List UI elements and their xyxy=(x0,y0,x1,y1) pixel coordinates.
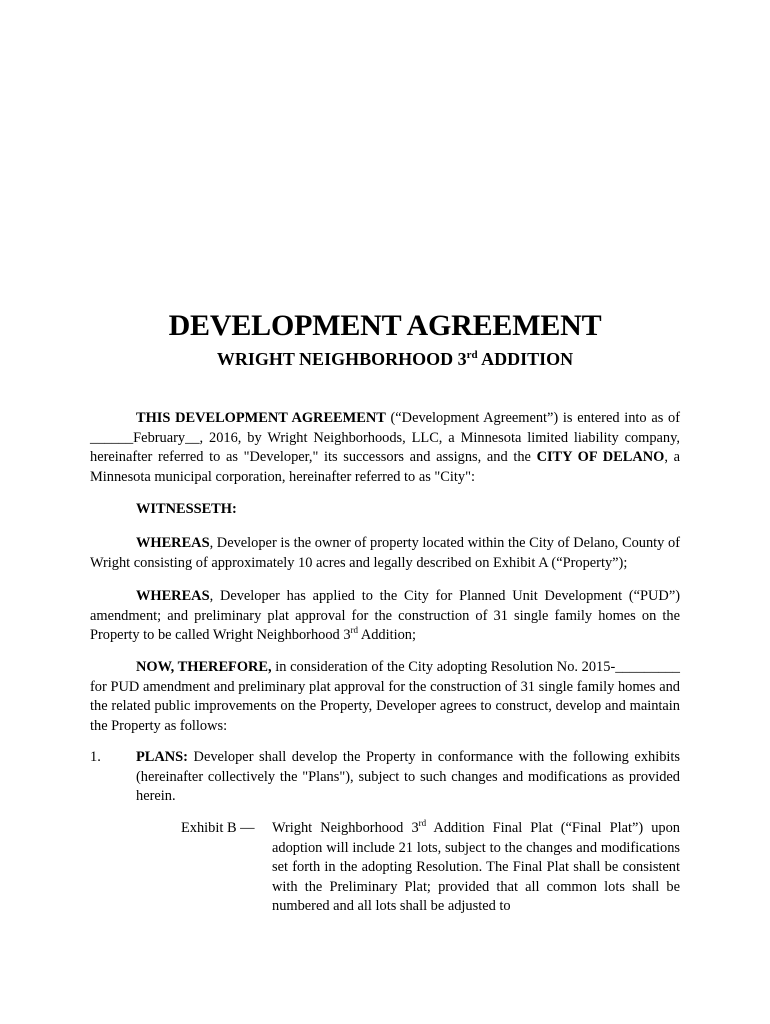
document-title: DEVELOPMENT AGREEMENT xyxy=(168,309,602,342)
exhibit-b-body xyxy=(272,819,680,917)
now-therefore-paragraph xyxy=(90,658,680,736)
intro-paragraph xyxy=(90,409,680,487)
subtitle-end: ADDITION xyxy=(477,349,574,369)
document-subtitle xyxy=(0,344,770,370)
whereas-2-superscript: rd xyxy=(350,625,359,636)
witnesseth-text: WITNESSETH: xyxy=(136,501,237,517)
whereas-1-lead: WHEREAS xyxy=(136,535,210,551)
intro-text-2: , a Minnesota municipal corporation, hereinafter referred to as "City": xyxy=(90,449,680,485)
subtitle-text: WRIGHT NEIGHBORHOOD 3 xyxy=(216,349,467,369)
section-1-text: Developer shall develop the Property in conformance with the following exhibits (hereinafter collectively the "Plans"), subject to such changes and modifications as provided herein. xyxy=(136,749,680,804)
intro-text-1: (“Development Agreement”) is entered into as of ______February__, 2016, by Wright Neighborhoods, LLC, a Minnesota limited liability company, hereinafter referred to as "Developer," its successors and assigns, and the xyxy=(90,410,680,465)
exhibit-b-text-2: Addition Final Plat (“Final Plat”) upon adoption will include 21 lots, subject to the changes and modifications set forth in the adopting Resolution. The Final Plat shall be consistent with the Preliminary Plat; provided that all common lots shall be numbered and all lots shall be adjusted to xyxy=(272,820,680,914)
whereas-1-text: , Developer is the owner of property located within the City of Delano, County of Wright consisting of approximately 10 acres and legally described on Exhibit A (“Property”); xyxy=(90,535,680,571)
witnesseth-heading xyxy=(90,500,680,520)
exhibit-b-text-1: Wright Neighborhood 3 xyxy=(272,820,419,836)
section-1-lead: PLANS: xyxy=(136,749,188,765)
whereas-2-lead: WHEREAS xyxy=(136,588,210,604)
whereas-2-end: Addition; xyxy=(358,627,417,643)
now-therefore-text: in consideration of the City adopting Resolution No. 2015-_________ for PUD amendment and preliminary plat approval for the construction of 31 single family homes and the related public improvements on the Property, Developer agrees to construct, develop and maintain the Property as follows: xyxy=(90,659,680,734)
section-1-body xyxy=(136,748,680,807)
whereas-paragraph-2 xyxy=(90,587,680,646)
exhibit-b-label: Exhibit B — xyxy=(181,820,255,836)
intro-lead: THIS DEVELOPMENT AGREEMENT xyxy=(136,410,386,426)
whereas-2-text: , Developer has applied to the City for Planned Unit Development (“PUD”) amendment; and preliminary plat approval for the construction of 31 single family homes on the Property to be called Wright Neighborhood 3 xyxy=(90,588,680,643)
subtitle-superscript: rd xyxy=(466,349,478,361)
whereas-paragraph-1 xyxy=(90,534,680,573)
section-1-number: 1. xyxy=(90,749,101,765)
now-therefore-lead: NOW, THEREFORE, xyxy=(136,659,272,675)
exhibit-b-superscript: rd xyxy=(418,818,427,829)
intro-city: CITY OF DELANO xyxy=(536,449,665,465)
